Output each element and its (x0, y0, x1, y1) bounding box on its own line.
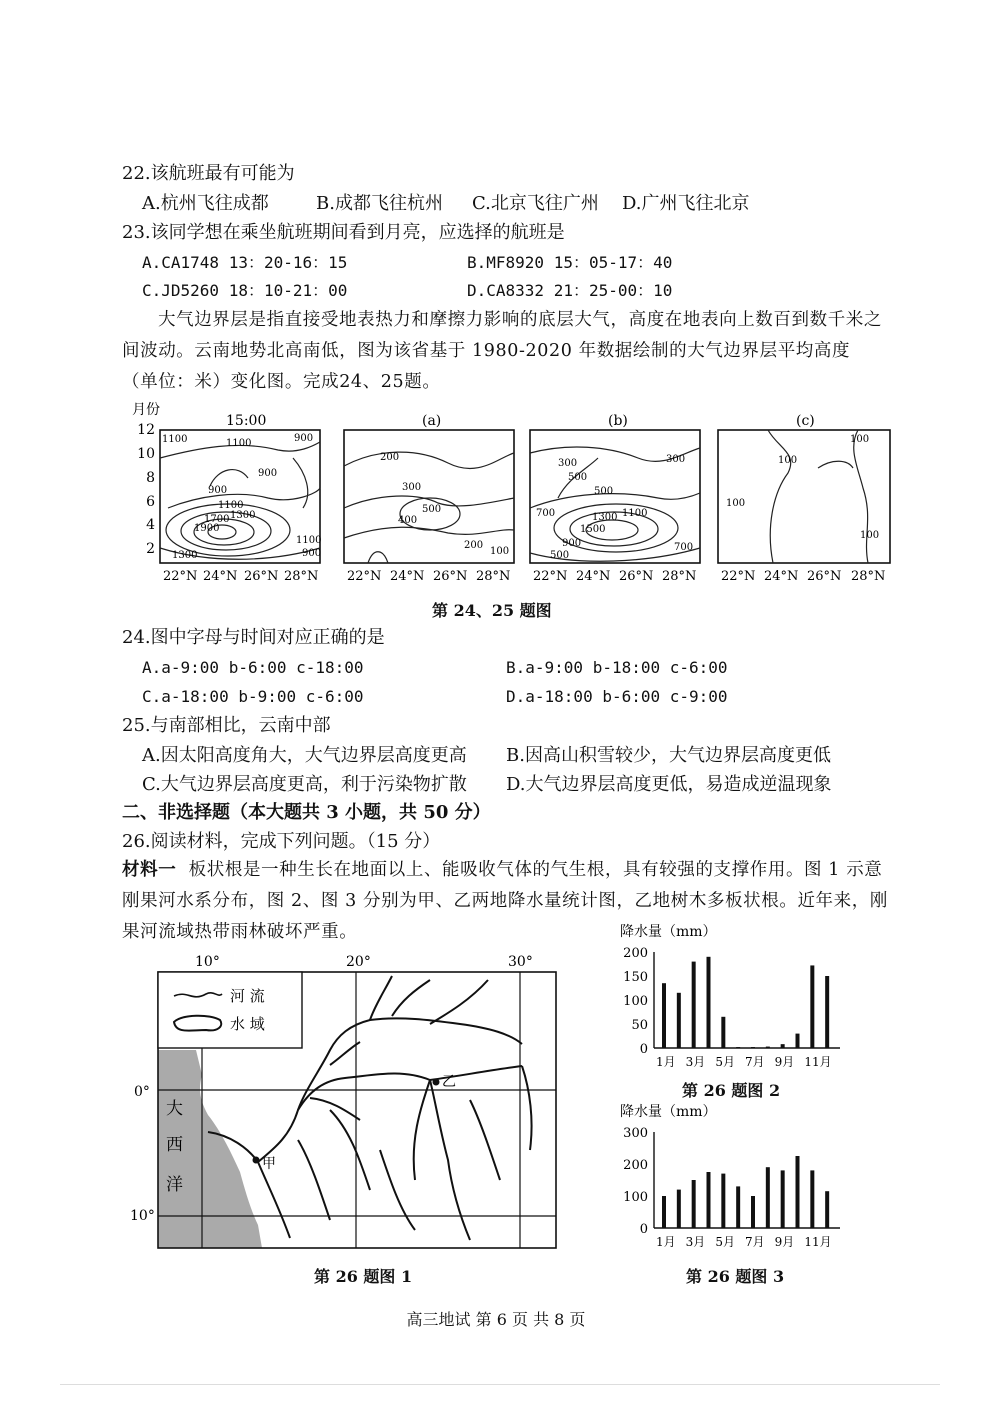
q22-option-c: C.北京飞往广州 (472, 193, 599, 214)
congo-river-map (130, 950, 570, 1250)
contour-label: 1100 (226, 438, 252, 449)
q22-option-a: A.杭州飞往成都 (142, 193, 269, 214)
x-tick-label: 7月 (745, 1235, 765, 1249)
contour-label: 1500 (580, 524, 606, 535)
contour-label: 900 (208, 485, 228, 496)
precip-bar (707, 957, 711, 1048)
place-jia-marker (253, 1157, 260, 1164)
contour-panel-c (718, 413, 890, 584)
y-tick-label: 0 (639, 1042, 648, 1057)
material-text: 板状根是一种生长在地面以上、能吸收气体的气生根，具有较强的支撑作用。图 1 示意刚果河水系分布，图 2、图 3 分别为甲、乙两地降水量统计图，乙地树木多板状根。近年来，刚果河流域热带雨林破坏严重。 (122, 860, 888, 942)
contour-label: 300 (402, 482, 422, 493)
lat-label: 0° (134, 1084, 150, 1100)
ocean-label: 西 (166, 1135, 183, 1155)
place-yi-label: 乙 (442, 1074, 456, 1090)
q23-option-d: D.CA8332 21：25-00：10 (467, 281, 673, 300)
contour-panel-b (530, 413, 700, 584)
q23-option-c: C.JD5260 18：10-21：00 (142, 281, 348, 300)
x-tick: 28°N (662, 569, 697, 584)
panel-title: (a) (422, 413, 442, 429)
precip-bar (825, 976, 829, 1048)
legend-river-label: 河 流 (230, 987, 265, 1005)
lon-label: 30° (508, 954, 533, 970)
x-tick: 22°N (163, 569, 198, 584)
precip-bar (692, 962, 696, 1048)
x-tick: 24°N (576, 569, 611, 584)
contour-label: 700 (674, 542, 694, 553)
x-tick: 24°N (203, 569, 238, 584)
x-tick-label: 9月 (774, 1235, 795, 1249)
contour-label: 1100 (622, 508, 648, 519)
contour-label: 1100 (162, 434, 188, 445)
x-tick-label: 3月 (685, 1235, 706, 1249)
x-tick: 26°N (619, 569, 654, 584)
precip-bar (796, 1156, 800, 1228)
contour-label: 700 (536, 508, 556, 519)
x-tick: 22°N (721, 569, 756, 584)
precip-bar (677, 993, 681, 1048)
section-2-heading: 二、非选择题（本大题共 3 小题，共 50 分） (122, 802, 491, 823)
chart-ylabel: 降水量（mm） (620, 1104, 717, 1120)
y-axis-title: 月份 (132, 402, 160, 418)
precip-bar (781, 1170, 785, 1228)
lon-label: 20° (346, 954, 371, 970)
q23-stem: 23.该同学想在乘坐航班期间看到月亮，应选择的航班是 (122, 222, 565, 243)
x-tick-label: 7月 (745, 1055, 765, 1069)
q25-option-a: A.因太阳高度角大，大气边界层高度更高 (142, 745, 467, 766)
contour-panel-a (344, 413, 514, 584)
precip-bar (751, 1196, 755, 1228)
chart-ylabel: 降水量（mm） (620, 924, 717, 940)
precip-bar (796, 1034, 800, 1048)
contour-label: 100 (490, 546, 510, 557)
contour-label: 1100 (296, 535, 322, 546)
map-caption: 第 26 题图 1 (314, 1267, 413, 1286)
contour-label: 1700 (204, 514, 230, 525)
y-tick-label: 300 (623, 1126, 648, 1141)
legend-water-label: 水 域 (230, 1015, 265, 1033)
x-tick: 24°N (764, 569, 799, 584)
y-tick-label: 0 (639, 1222, 648, 1237)
x-tick-label: 1月 (656, 1055, 676, 1069)
contour-label: 900 (294, 433, 314, 444)
y-tick: 8 (146, 470, 155, 486)
precip-bar (662, 1196, 666, 1228)
precip-bar (707, 1172, 711, 1228)
contour-label: 1300 (172, 550, 198, 561)
precip-bar (721, 1017, 725, 1048)
q24-option-c: C.a-18:00 b-9:00 c-6:00 (142, 687, 364, 706)
water-legend-icon (174, 1016, 221, 1031)
contour-label: 900 (302, 548, 322, 559)
lat-label: 10° (130, 1208, 155, 1224)
contour-label: 100 (726, 498, 746, 509)
x-tick: 28°N (476, 569, 511, 584)
q24-option-b: B.a-9:00 b-18:00 c-6:00 (506, 658, 728, 677)
precip-bar (766, 1167, 770, 1228)
contour-label: 500 (550, 550, 570, 561)
x-tick-label: 5月 (715, 1055, 735, 1069)
contour-label: 200 (380, 452, 400, 463)
contour-label: 500 (422, 504, 442, 515)
panel-title: (c) (796, 413, 815, 429)
x-tick-label: 9月 (774, 1055, 795, 1069)
precip-bar (810, 965, 814, 1048)
contour-label: 100 (778, 455, 798, 466)
contour-label: 300 (558, 458, 578, 469)
y-tick-label: 200 (623, 1158, 648, 1173)
y-tick-label: 150 (623, 970, 648, 985)
precip-bar (662, 983, 666, 1048)
contour-label: 100 (860, 530, 880, 541)
contour-figure-caption: 第 24、25 题图 (432, 601, 552, 620)
x-tick-label: 1月 (656, 1235, 676, 1249)
panel-title: (b) (608, 413, 628, 429)
contour-label: 900 (258, 468, 278, 479)
q23-option-b: B.MF8920 15：05-17：40 (467, 253, 673, 272)
q22-option-d: D.广州飞往北京 (622, 193, 750, 214)
q22-stem: 22.该航班最有可能为 (122, 163, 295, 184)
x-tick-label: 11月 (804, 1055, 832, 1069)
contour-label: 500 (594, 486, 614, 497)
x-tick: 26°N (433, 569, 468, 584)
x-tick: 26°N (807, 569, 842, 584)
q24-stem: 24.图中字母与时间对应正确的是 (122, 627, 385, 648)
contour-label: 100 (850, 434, 870, 445)
x-tick: 26°N (244, 569, 279, 584)
q24-option-a: A.a-9:00 b-6:00 c-18:00 (142, 658, 364, 677)
material-label: 材料一 (122, 860, 177, 880)
q25-option-d: D.大气边界层高度更低，易造成逆温现象 (506, 774, 832, 795)
contour-figure (118, 398, 898, 588)
intro-paragraph: 大气边界层是指直接受地表热力和摩擦力影响的底层大气，高度在地表向上数百到数千米之间波动。云南地势北高南低，图为该省基于 1980-2020 年数据绘制的大气边界层平均高度（单位：米）变化图。完成24、25题。 (122, 310, 882, 392)
ocean-label: 大 (166, 1099, 183, 1119)
y-tick: 6 (146, 494, 155, 510)
contour-label: 1100 (218, 500, 244, 511)
q23-option-a: A.CA1748 13：20-16：15 (142, 253, 348, 272)
contour-label: 200 (464, 540, 484, 551)
place-jia-label: 甲 (262, 1156, 276, 1172)
x-tick-label: 11月 (804, 1235, 832, 1249)
q25-option-b: B.因高山积雪较少，大气边界层高度更低 (506, 745, 831, 766)
y-tick: 10 (137, 446, 155, 462)
q22-option-b: B.成都飞往杭州 (316, 193, 443, 214)
lon-label: 10° (195, 954, 220, 970)
q25-stem: 25.与南部相比，云南中部 (122, 715, 331, 736)
precip-bar (810, 1170, 814, 1228)
y-tick-label: 100 (623, 994, 648, 1009)
y-tick: 12 (137, 422, 155, 438)
contour-label: 900 (562, 538, 582, 549)
contour-label: 1300 (592, 512, 618, 523)
q25-option-c: C.大气边界层高度更高，利于污染物扩散 (142, 774, 467, 795)
precip-bar (825, 1191, 829, 1228)
precip-bar (721, 1174, 725, 1228)
contour-label: 400 (398, 515, 418, 526)
x-tick: 22°N (533, 569, 568, 584)
y-tick: 4 (146, 517, 155, 533)
contour-label: 500 (568, 472, 588, 483)
x-tick-label: 3月 (685, 1055, 706, 1069)
precip-bar (677, 1190, 681, 1228)
chart2-caption: 第 26 题图 2 (682, 1081, 781, 1100)
x-tick: 24°N (390, 569, 425, 584)
y-tick-label: 50 (631, 1018, 648, 1033)
y-tick-label: 100 (623, 1190, 648, 1205)
precip-bar (736, 1186, 740, 1228)
contour-label: 300 (666, 454, 686, 465)
precip-chart-yi (610, 1100, 850, 1260)
x-tick: 28°N (284, 569, 319, 584)
place-yi-marker (433, 1079, 440, 1086)
chart3-caption: 第 26 题图 3 (686, 1267, 785, 1286)
x-tick-label: 5月 (715, 1235, 735, 1249)
ocean-label: 洋 (166, 1175, 183, 1195)
contour-panel-1500 (160, 413, 321, 584)
precip-chart-jia (610, 920, 850, 1080)
y-tick-label: 200 (623, 946, 648, 961)
contour-label: 1900 (194, 523, 220, 534)
x-tick: 28°N (851, 569, 886, 584)
precip-bar (692, 1180, 696, 1228)
panel-title: 15:00 (226, 413, 267, 429)
contour-label: 1300 (230, 510, 256, 521)
bottom-divider (60, 1384, 940, 1385)
x-tick: 22°N (347, 569, 382, 584)
page-footer: 高三地试 第 6 页 共 8 页 (406, 1310, 586, 1329)
y-tick: 2 (146, 541, 155, 557)
q24-option-d: D.a-18:00 b-6:00 c-9:00 (506, 687, 728, 706)
q26-stem: 26.阅读材料，完成下列问题。（15 分） (122, 831, 441, 852)
